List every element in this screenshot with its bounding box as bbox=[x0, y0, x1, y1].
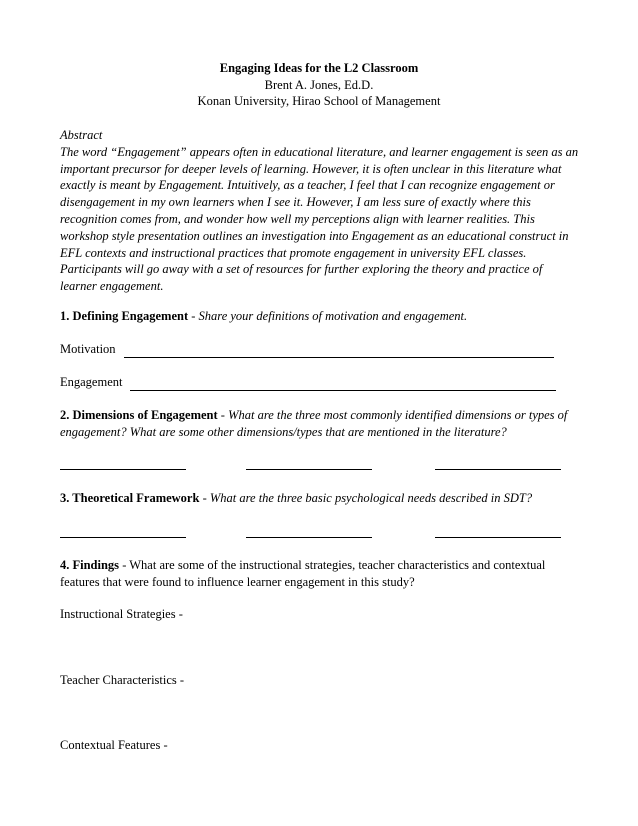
motivation-field[interactable] bbox=[60, 341, 554, 358]
question-2 bbox=[60, 407, 580, 441]
needs-answer-lines bbox=[60, 537, 562, 538]
question-1-heading: 1. Defining Engagement bbox=[60, 309, 189, 323]
question-3-separator: - bbox=[199, 491, 210, 505]
document-title: Engaging Ideas for the L2 Classroom bbox=[219, 61, 419, 75]
document-header bbox=[0, 60, 638, 110]
author-name: Brent A. Jones, Ed.D. bbox=[264, 77, 374, 92]
question-4 bbox=[60, 557, 560, 591]
abstract-section bbox=[60, 127, 580, 295]
abstract-body: The word “Engagement” appears often in educational literature, and learner engagement is seen as an important precursor for deeper levels of learning. However, it is often unclear in this literature what exactly is meant by Engagement. Intuitively, as a teacher, I feel that I can recognize engagement or disengagement in my own learners when I see it. However, I am less sure of exactly where this recognition comes from, and wonder how well my perceptions align with learner realities. This workshop style presentation outlines an investigation into Engagement as an educational construct in EFL contexts and instructional practices that promote engagement in university EFL classes. Participants will go away with a set of resources for further exploring the theory and practice of learner engagement. bbox=[60, 144, 579, 294]
engagement-label: Engagement bbox=[60, 375, 123, 389]
teacher-characteristics-label: Teacher Characteristics - bbox=[60, 673, 185, 687]
engagement-field[interactable] bbox=[60, 374, 556, 391]
dimension-answer-line-3[interactable] bbox=[435, 469, 561, 470]
dimension-answer-line-2[interactable] bbox=[246, 469, 372, 470]
dimensions-answer-lines bbox=[60, 469, 562, 470]
engagement-answer-line[interactable] bbox=[130, 378, 556, 391]
dimension-answer-line-1[interactable] bbox=[60, 469, 186, 470]
contextual-features-label: Contextual Features - bbox=[60, 738, 168, 752]
question-3-prompt: What are the three basic psychological needs described in SDT? bbox=[209, 491, 533, 505]
question-2-prompt: What are the three most commonly identified dimensions or types of engagement? What are some other dimensions/types that are mentioned in the literature? bbox=[60, 408, 568, 439]
question-4-heading: 4. Findings bbox=[60, 558, 120, 572]
motivation-label: Motivation bbox=[60, 342, 116, 356]
author-affiliation: Konan University, Hirao School of Management bbox=[197, 94, 441, 108]
need-answer-line-3[interactable] bbox=[435, 537, 561, 538]
question-1 bbox=[60, 308, 580, 325]
question-3-heading: 3. Theoretical Framework bbox=[60, 491, 200, 505]
question-2-heading: 2. Dimensions of Engagement bbox=[60, 408, 218, 422]
abstract-heading: Abstract bbox=[60, 128, 103, 142]
motivation-answer-line[interactable] bbox=[124, 345, 554, 358]
question-2-separator: - bbox=[217, 408, 229, 422]
question-4-prompt: What are some of the instructional strategies, teacher characteristics and contextual features that were found to influence learner engagement in this study? bbox=[60, 558, 546, 589]
question-1-prompt: Share your definitions of motivation and engagement. bbox=[198, 309, 468, 323]
question-3 bbox=[60, 490, 580, 507]
instructional-strategies-label: Instructional Strategies - bbox=[60, 607, 183, 621]
question-1-separator: - bbox=[188, 309, 199, 323]
need-answer-line-1[interactable] bbox=[60, 537, 186, 538]
question-4-separator: - bbox=[119, 558, 130, 572]
need-answer-line-2[interactable] bbox=[246, 537, 372, 538]
